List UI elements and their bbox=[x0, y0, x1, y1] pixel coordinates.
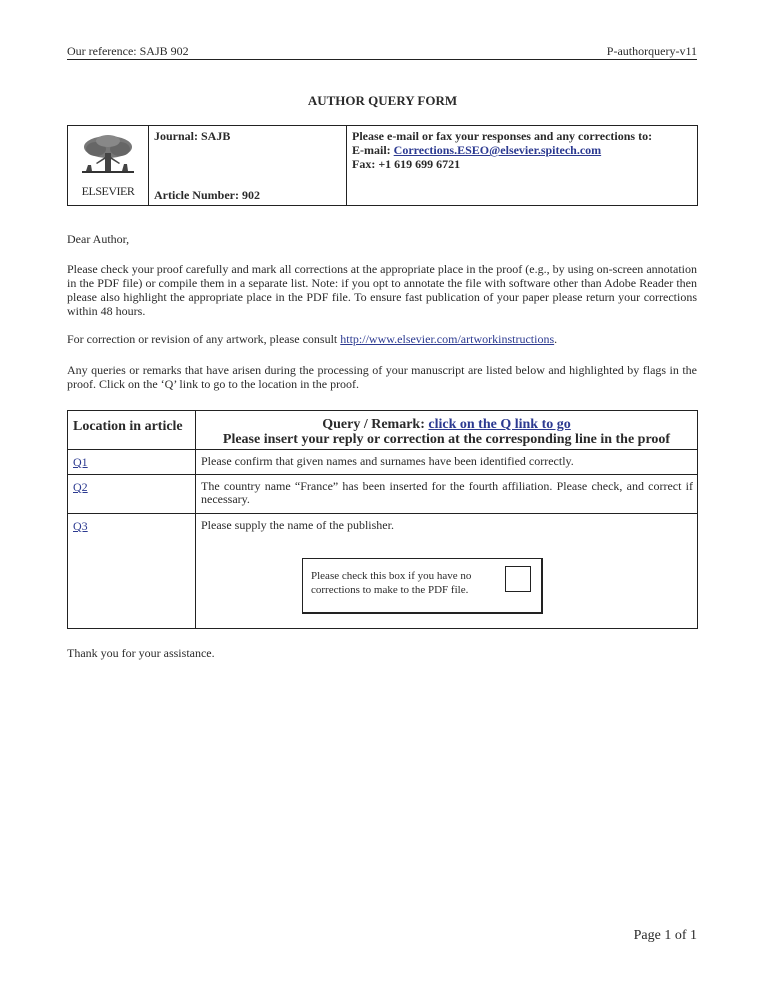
query-text-q1: Please confirm that given names and surnames have been identified correctly. bbox=[201, 454, 574, 468]
page-header bbox=[67, 44, 697, 60]
no-corrections-box bbox=[302, 558, 543, 614]
journal-name: Journal: SAJB bbox=[154, 129, 231, 143]
artwork-link[interactable]: http://www.elsevier.com/artworkinstructions bbox=[340, 332, 555, 346]
elsevier-tree-logo-icon bbox=[78, 133, 138, 179]
query-column-header bbox=[196, 417, 697, 447]
query-header-line1 bbox=[196, 417, 697, 432]
fax-line: Fax: +1 619 699 6721 bbox=[352, 157, 461, 171]
artwork-paragraph bbox=[67, 332, 697, 346]
greeting: Dear Author, bbox=[67, 232, 130, 246]
contact-cell bbox=[347, 126, 697, 205]
artwork-suffix: . bbox=[554, 332, 558, 346]
our-reference: Our reference: SAJB 902 bbox=[67, 44, 189, 58]
location-column-header: Location in article bbox=[73, 419, 183, 434]
q-link-hint[interactable]: click on the Q link to go bbox=[428, 417, 571, 432]
email-label: E-mail: bbox=[352, 143, 394, 157]
no-corrections-label: Please check this box if you have no corrections to make to the PDF file. bbox=[311, 570, 472, 596]
publisher-logo-text: ELSEVIER bbox=[81, 184, 135, 198]
form-title: AUTHOR QUERY FORM bbox=[307, 93, 458, 108]
queries-paragraph: Any queries or remarks that have arisen during the processing of your manuscript are listed below and highlighted by flags in the proof. Click on the ‘Q’ link to go to the location in the proof. bbox=[67, 363, 697, 391]
query-text-q3: Please supply the name of the publisher. bbox=[201, 518, 394, 532]
article-number: Article Number: 902 bbox=[154, 188, 260, 202]
row-divider bbox=[68, 474, 697, 475]
email-line bbox=[352, 143, 692, 157]
closing-text: Thank you for your assistance. bbox=[67, 646, 215, 660]
query-header-label: Query / Remark: bbox=[322, 417, 429, 432]
query-link-q2[interactable]: Q2 bbox=[73, 480, 88, 494]
header-divider bbox=[68, 449, 697, 450]
journal-info-box bbox=[67, 125, 698, 206]
instructions-paragraph: Please check your proof carefully and mark all corrections at the appropriate place in the proof (e.g., by using on-screen annotation in the PDF file) or compile them in a separate list. Note: if you opt to annotate the file with software other than Adobe Reader then please also highlight the appropriate place in the PDF file. To ensure fast publication of your paper please return your corrections within 48 hours. bbox=[67, 262, 697, 318]
contact-instruction: Please e-mail or fax your responses and any corrections to: bbox=[352, 129, 653, 143]
query-link-q1[interactable]: Q1 bbox=[73, 455, 88, 469]
query-link-q3[interactable]: Q3 bbox=[73, 519, 88, 533]
journal-cell bbox=[149, 126, 347, 205]
row-divider bbox=[68, 513, 697, 514]
page-number: Page 1 of 1 bbox=[633, 928, 697, 943]
no-corrections-checkbox[interactable] bbox=[505, 566, 531, 592]
artwork-text: For correction or revision of any artwork, please consult bbox=[67, 332, 341, 346]
query-text-q2: The country name “France” has been inserted for the fourth affiliation. Please check, and correct if necessary. bbox=[201, 479, 693, 506]
form-id: P-authorquery-v11 bbox=[606, 44, 697, 58]
email-link[interactable]: Corrections.ESEO@elsevier.spitech.com bbox=[393, 143, 602, 157]
publisher-logo-cell bbox=[68, 126, 149, 205]
contact-info bbox=[352, 129, 692, 171]
query-header-line2: Please insert your reply or correction at the corresponding line in the proof bbox=[222, 432, 671, 447]
